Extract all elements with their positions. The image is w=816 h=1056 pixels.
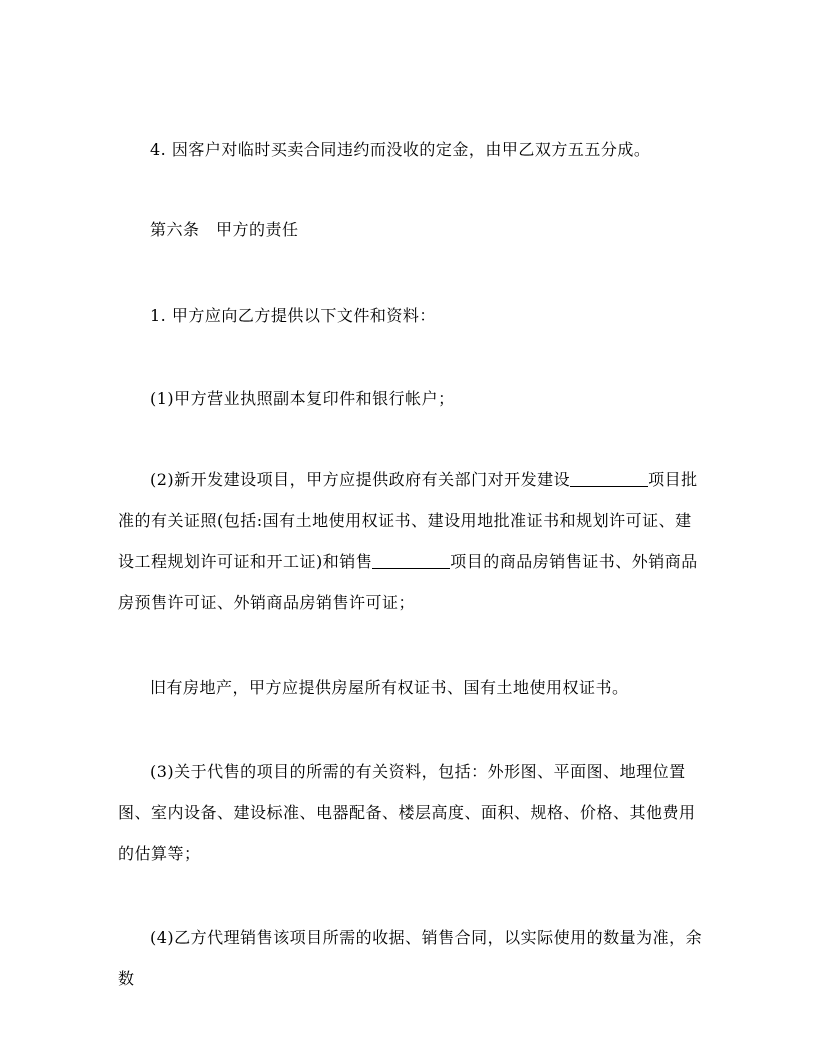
paragraph-subitem-1: (1)甲方营业执照副本复印件和银行帐户； <box>150 389 455 408</box>
paragraph-subitem-4: (4)乙方代理销售该项目所需的收据、销售合同，以实际使用的数量为准，余数 <box>118 928 703 988</box>
paragraph-subitem-2 <box>118 459 703 623</box>
subitem-2-text-part1: (2)新开发建设项目，甲方应提供政府有关部门对开发建设 <box>150 470 571 489</box>
paragraph-old-property: 旧有房地产，甲方应提供房屋所有权证书、国有土地使用权证书。 <box>150 678 629 697</box>
subitem-2-text-part3: 项目的商品房销售证书、外销商品房预售许可证、外销商品房销售许可证； <box>118 552 698 612</box>
blank-line-project <box>570 468 648 487</box>
blank-line-sales-project <box>372 550 450 569</box>
paragraph-subitem-3: (3)关于代售的项目的所需的有关资料，包括：外形图、平面图、地理位置图、室内设备、建设标准、电器配备、楼层高度、面积、规格、价格、其他费用的估算等； <box>118 762 696 863</box>
paragraph-item-1: 1. 甲方应向乙方提供以下文件和资料： <box>150 306 436 325</box>
section-heading-article-6: 第六条 甲方的责任 <box>150 220 299 239</box>
subitem-2-text-part2: 项目批准的有关证照(包括:国有土地使用权证书、建设用地批准证书和规划许可证、建设工程规划许可证和开工证)和销售 <box>118 470 698 571</box>
paragraph-deposit-split: 4. 因客户对临时买卖合同违约而没收的定金，由甲乙双方五五分成。 <box>150 140 651 159</box>
